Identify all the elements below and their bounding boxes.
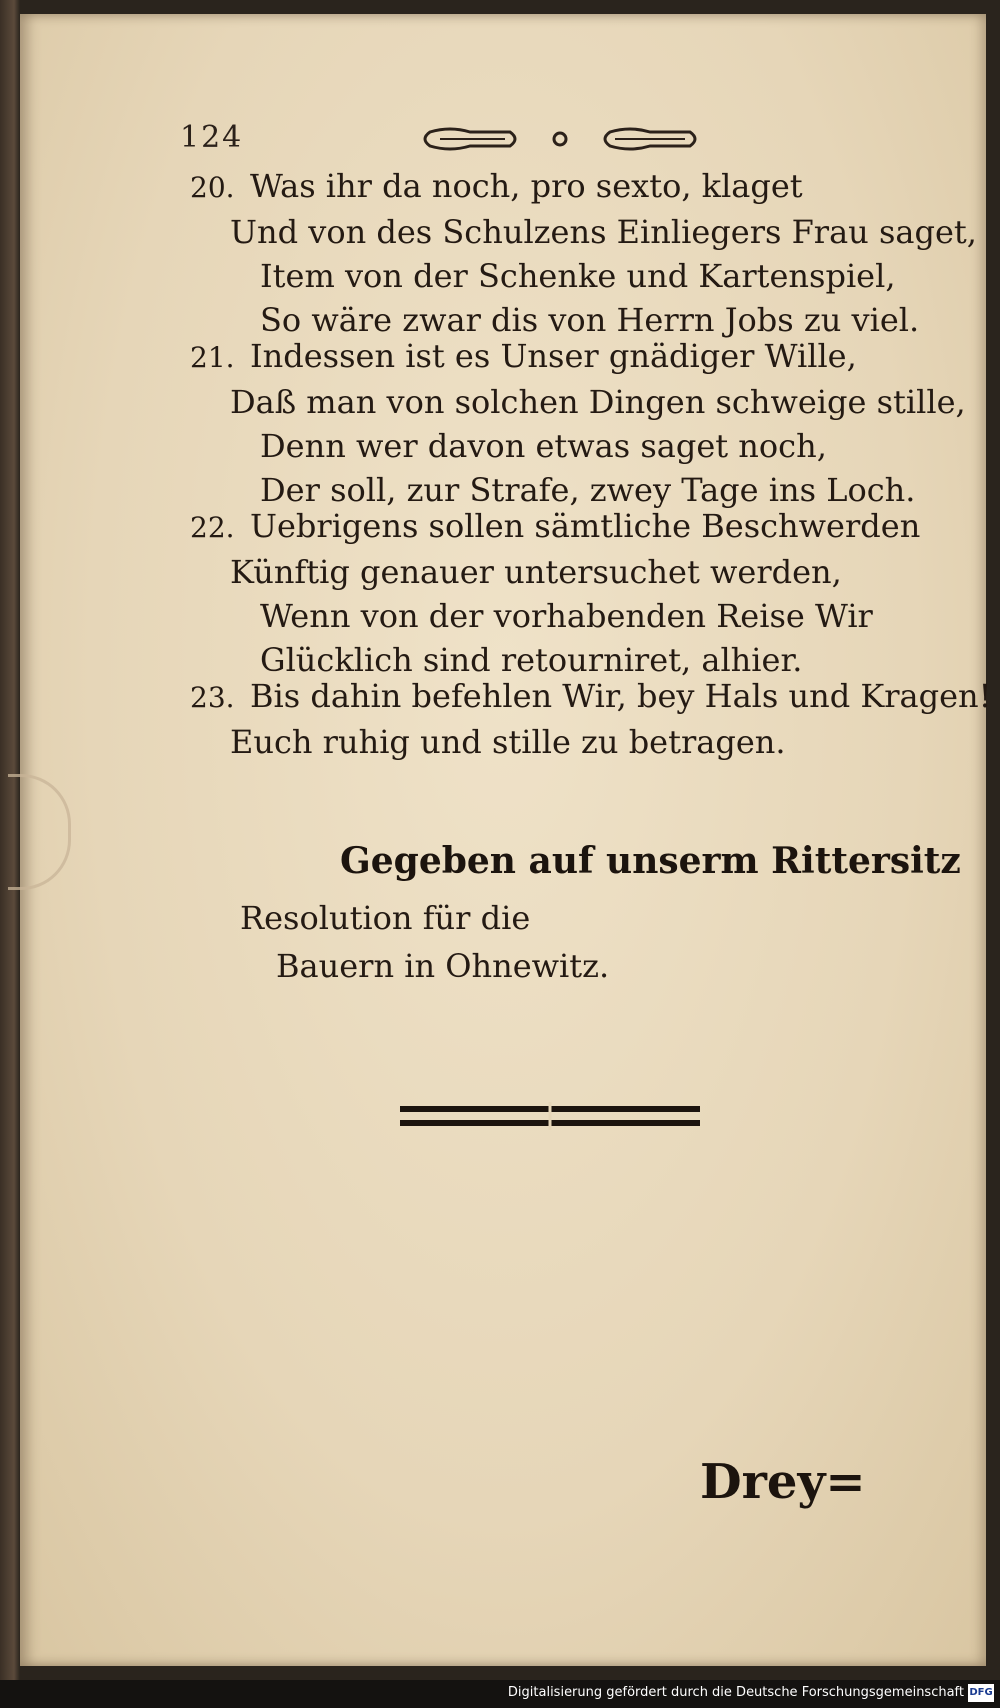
verse-line: Was ihr da noch, pro sexto, klaget [250, 167, 803, 205]
given-at-line: Gegeben auf unserm Rittersitz [340, 840, 961, 882]
verse-line: Uebrigens sollen sämtliche Beschwerden [250, 507, 921, 545]
verse-line: Der soll, zur Strafe, zwey Tage ins Loch. [260, 471, 916, 509]
verse-line: Euch ruhig und stille zu betragen. [230, 723, 786, 761]
header-ornament [410, 124, 710, 154]
footer-bar [0, 1680, 1000, 1708]
stanza-number: 20. [190, 171, 235, 204]
catchword: Drey= [700, 1454, 866, 1510]
verse-line: Denn wer davon etwas saget noch, [260, 427, 827, 465]
verse-line: Daß man von solchen Dingen schweige stille, [230, 383, 966, 421]
stanza-23 [190, 674, 992, 764]
book-page [20, 14, 992, 1666]
resolution-line: Bauern in Ohnewitz. [276, 947, 610, 985]
verse-line: Bis dahin befehlen Wir, bey Hals und Kragen! [250, 677, 992, 715]
dfg-logo-icon: DFG [968, 1684, 994, 1702]
verse-line: Indessen ist es Unser gnädiger Wille, [250, 337, 857, 375]
stanza-number: 21. [190, 341, 235, 374]
resolution-block [240, 894, 609, 990]
stanza-number: 23. [190, 681, 235, 714]
verse-line: Künftig genauer untersuchet werden, [230, 553, 842, 591]
verse-line: Glücklich sind retourniret, alhier. [260, 641, 803, 679]
stanza-number: 22. [190, 511, 235, 544]
section-divider [400, 1102, 700, 1132]
stanza-21 [190, 334, 966, 512]
page-number: 124 [180, 120, 244, 155]
resolution-line: Resolution für die [240, 899, 531, 937]
verse-line: So wäre zwar dis von Herrn Jobs zu viel. [260, 301, 920, 339]
footer-credit: Digitalisierung gefördert durch die Deutsche Forschungsgemeinschaft [507, 1685, 964, 1700]
clasp-shadow [8, 774, 71, 890]
verse-line: Und von des Schulzens Einliegers Frau saget, [230, 213, 977, 251]
page-header [180, 114, 740, 164]
stanza-22 [190, 504, 921, 682]
verse-line: Wenn von der vorhabenden Reise Wir [260, 597, 873, 635]
verse-line: Item von der Schenke und Kartenspiel, [260, 257, 896, 295]
stanza-20 [190, 164, 977, 342]
